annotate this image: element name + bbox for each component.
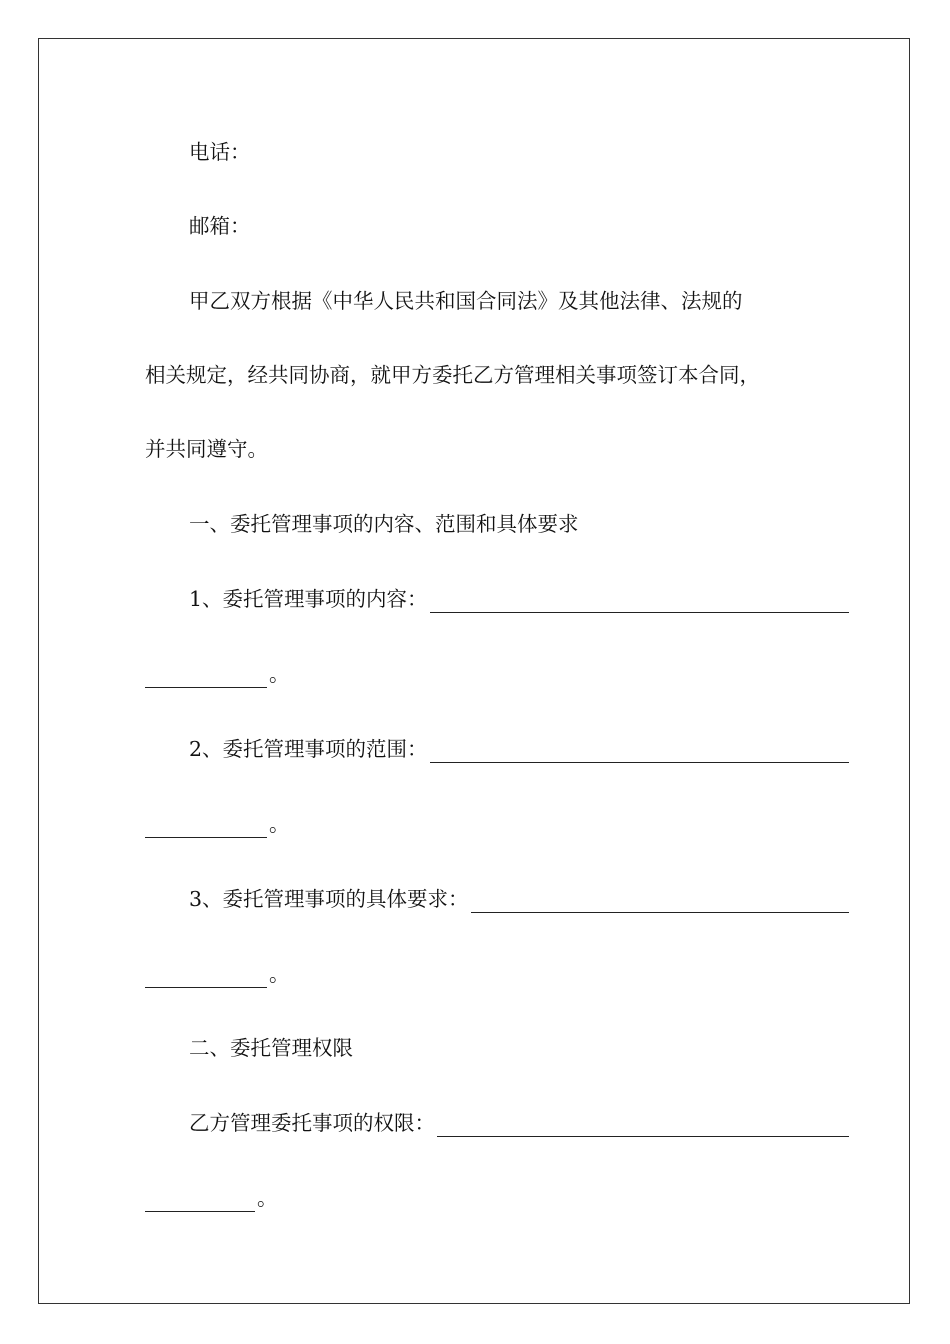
- item3-blank[interactable]: [471, 892, 849, 913]
- authority-blank[interactable]: [437, 1116, 849, 1137]
- item2-continuation: [145, 810, 805, 838]
- authority-period: 。: [257, 1186, 278, 1210]
- authority-label: 乙方管理委托事项的权限：: [189, 1111, 435, 1135]
- item3-period: 。: [269, 962, 290, 986]
- email-label: 邮箱：: [189, 214, 251, 238]
- phone-label: 电话：: [189, 140, 251, 164]
- email-line: [145, 212, 849, 240]
- preamble-line-3: [145, 435, 805, 463]
- item2-label: 2、委托管理事项的范围：: [189, 737, 428, 761]
- section1-heading: [145, 510, 849, 538]
- item3-label: 3、委托管理事项的具体要求：: [189, 887, 469, 911]
- authority-continuation: [145, 1184, 805, 1212]
- item3-blank-cont[interactable]: [145, 967, 267, 988]
- preamble-line-1: [145, 287, 849, 315]
- item2-line: [145, 735, 849, 763]
- section1-heading-text: 一、委托管理事项的内容、范围和具体要求: [189, 512, 579, 536]
- item2-blank[interactable]: [430, 742, 849, 763]
- preamble-text-1: 甲乙双方根据《中华人民共和国合同法》及其他法律、法规的: [189, 289, 743, 313]
- item1-blank[interactable]: [430, 592, 849, 613]
- preamble-text-2: 相关规定，经共同协商，就甲方委托乙方管理相关事项签订本合同，: [145, 363, 760, 387]
- preamble-line-2: [145, 361, 805, 389]
- preamble-text-3: 并共同遵守。: [145, 437, 268, 461]
- phone-line: [145, 138, 849, 166]
- item1-continuation: [145, 660, 805, 688]
- item3-line: [145, 885, 849, 913]
- item1-label: 1、委托管理事项的内容：: [189, 587, 428, 611]
- authority-blank-cont[interactable]: [145, 1191, 255, 1212]
- item1-period: 。: [269, 662, 290, 686]
- item1-line: [145, 585, 849, 613]
- authority-line: [145, 1109, 849, 1137]
- item2-period: 。: [269, 812, 290, 836]
- section2-heading: [145, 1034, 849, 1062]
- item1-blank-cont[interactable]: [145, 667, 267, 688]
- item3-continuation: [145, 960, 805, 988]
- item2-blank-cont[interactable]: [145, 817, 267, 838]
- section2-heading-text: 二、委托管理权限: [189, 1036, 353, 1060]
